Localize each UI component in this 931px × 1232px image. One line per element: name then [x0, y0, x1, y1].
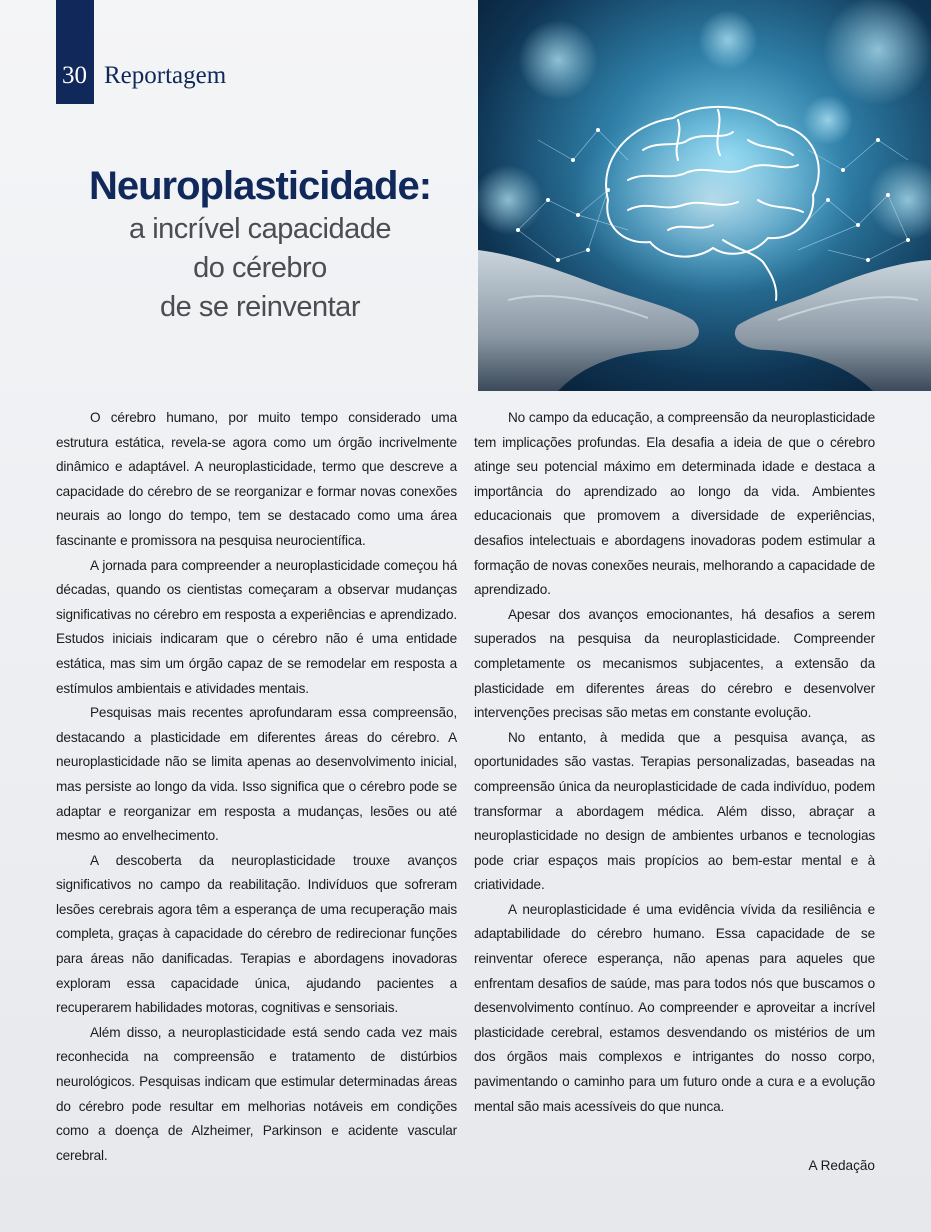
article-paragraph: Pesquisas mais recentes aprofundaram essa compreensão, destacando a plasticidade em diferentes áreas do cérebro. A neuroplasticidade não se limita apenas ao desenvolvimento inicial, mas persiste ao longo da vida. Isso significa que o cérebro pode se adaptar e reorganizar em resposta a mudanças, lesões ou até mesmo ao envelhecimento.: [56, 705, 457, 844]
article-paragraph: Apesar dos avanços emocionantes, há desafios a serem superados na pesquisa da neuroplasticidade. Compreender completamente os mecanismos subjacentes, a extensão da plasticidade em diferentes áreas do cérebro e desenvolver intervenções precisas são metas em constante evolução.: [474, 606, 875, 721]
article-paragraph: No campo da educação, a compreensão da neuroplasticidade tem implicações profundas. Ela desafia a ideia de que o cérebro atinge seu potencial máximo em determinada idade e destaca a importância do aprendizado ao longo da vida. Ambientes educacionais que promovem a diversidade de experiências, desafios intelectuais e abordagens inovadoras podem estimular a formação de novas conexões neurais, melhorando a capacidade de aprendizado.: [474, 410, 875, 598]
article-signature: A Redação: [808, 1158, 875, 1173]
article-title-block: [56, 162, 464, 327]
article-paragraph: A jornada para compreender a neuroplasticidade começou há décadas, quando os cientistas começaram a observar mudanças significativas no cérebro em resposta a experiências e aprendizado. Estudos iniciais indicaram que o cérebro não é uma entidade estática, mas sim um órgão capaz de se remodelar em resposta a estímulos ambientais e atividades mentais.: [56, 557, 457, 696]
section-label: Reportagem: [104, 62, 227, 89]
page-number: 30: [62, 62, 87, 89]
article-paragraph: Além disso, a neuroplasticidade está sendo cada vez mais reconhecida na compreensão e tratamento de distúrbios neurológicos. Pesquisas indicam que estimular determinadas áreas do cérebro pode resultar em melhorias notáveis em condições como a doença de Alzheimer, Parkinson e acidente vascular cerebral.: [56, 1024, 457, 1163]
article-column-right: [474, 406, 875, 1119]
brain-hologram-in-hands-image: [478, 0, 931, 391]
article-subtitle: a incrível capacidade do cérebro de se reinventar: [129, 213, 391, 323]
article-column-left: [56, 406, 457, 1168]
article-title: Neuroplasticidade:: [88, 164, 432, 208]
article-paragraph: A neuroplasticidade é uma evidência vívida da resiliência e adaptabilidade do cérebro humano. Essa capacidade de se reinventar oferece esperança, não apenas para aqueles que enfrentam desafios de saúde, mas para todos nós que buscamos o desenvolvimento contínuo. Ao compreender e aproveitar a incrível plasticidade cerebral, estamos desvendando os mistérios de um dos órgãos mais complexos e intrigantes do nosso corpo, pavimentando o caminho para um futuro onde a cura e a evolução mental são mais acessíveis do que nunca.: [474, 901, 875, 1114]
article-paragraph: A descoberta da neuroplasticidade trouxe avanços significativos no campo da reabilitação. Indivíduos que sofreram lesões cerebrais agora têm a esperança de uma recuperação mais completa, graças à capacidade do cérebro de redirecionar funções para áreas não danificadas. Terapias e abordagens inovadoras exploram essa capacidade única, ajudando pacientes a recuperarem habilidades motoras, cognitivas e sensoriais.: [56, 852, 457, 1016]
article-paragraph: No entanto, à medida que a pesquisa avança, as oportunidades são vastas. Terapias personalizadas, baseadas na compreensão única da neuroplasticidade de cada indivíduo, podem transformar a abordagem médica. Além disso, abraçar a neuroplasticidade no design de ambientes urbanos e tecnologias pode criar espaços mais propícios ao bem-estar mental e à criatividade.: [474, 729, 875, 893]
article-paragraph: O cérebro humano, por muito tempo considerado uma estrutura estática, revela-se agora como um órgão incrivelmente dinâmico e adaptável. A neuroplasticidade, termo que descreve a capacidade do cérebro de se reorganizar e formar novas conexões neurais ao longo do tempo, tem se destacado como uma área fascinante e promissora na pesquisa neurocientífica.: [56, 410, 457, 548]
